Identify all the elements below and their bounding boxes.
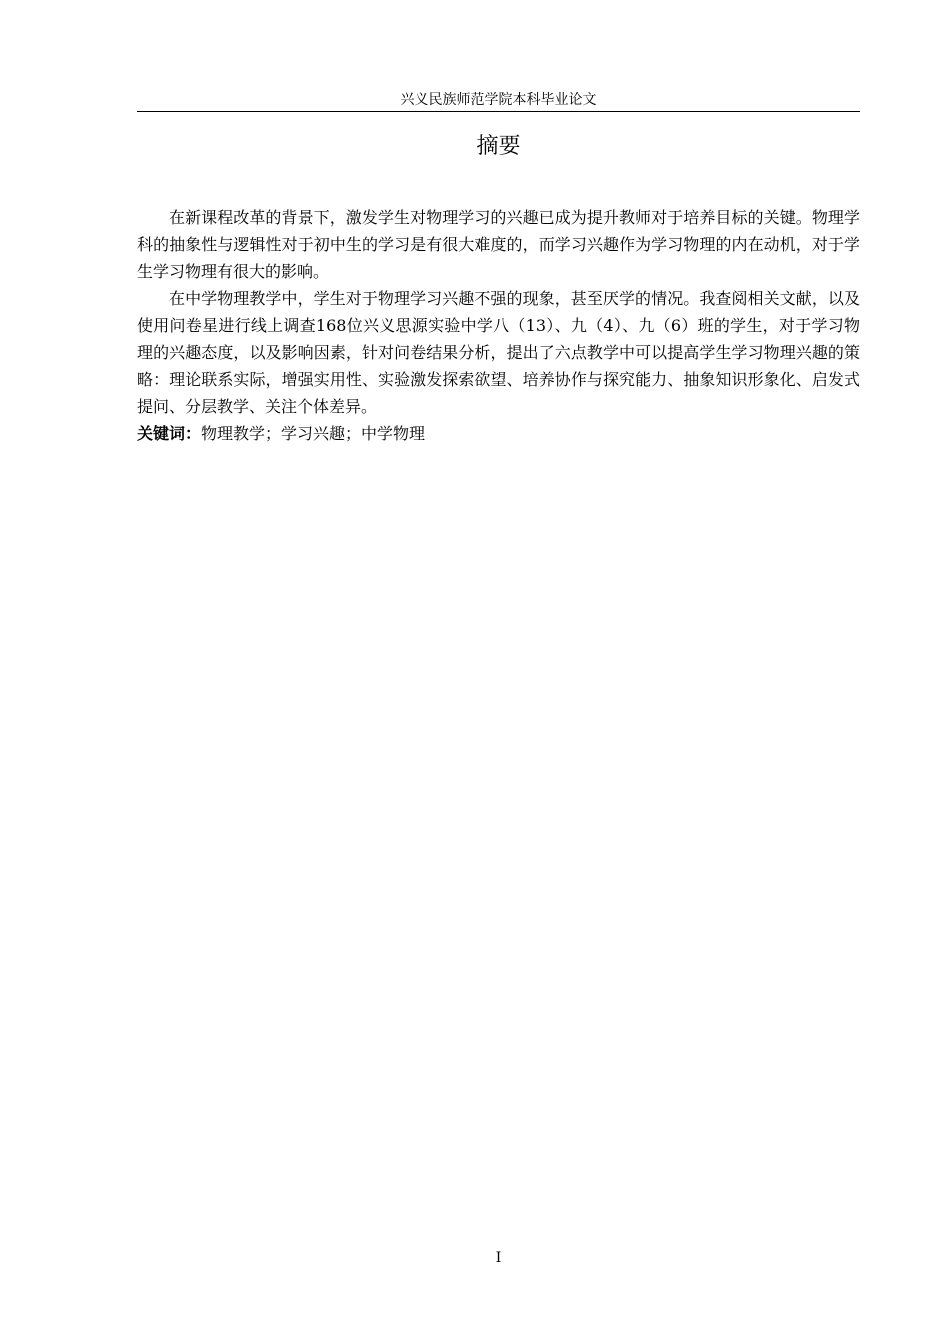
keywords-text: 物理教学；学习兴趣；中学物理 [201, 424, 426, 443]
abstract-paragraph-2: 在中学物理教学中，学生对于物理学习兴趣不强的现象，甚至厌学的情况。我查阅相关文献，以及使用问卷星进行线上调查168位兴义思源实验中学八（13）、九（4）、九（6）班的学生，对于学习物理的兴趣态度，以及影响因素，针对问卷结果分析，提出了六点教学中可以提高学生学习物理兴趣的策略：理论联系实际，增强实用性、实验激发探索欲望、培养协作与探究能力、抽象知识形象化、启发式提问、分层教学、关注个体差异。 [137, 289, 860, 416]
keywords-line [137, 420, 860, 447]
running-header: 兴义民族师范学院本科毕业论文 [137, 90, 860, 112]
page-number: I [495, 1250, 502, 1266]
abstract-body [137, 204, 860, 447]
page-title: 摘要 [476, 134, 521, 159]
abstract-paragraph-1: 在新课程改革的背景下，激发学生对物理学习的兴趣已成为提升教师对于培养目标的关键。物理学科的抽象性与逻辑性对于初中生的学习是有很大难度的，而学习兴趣作为学习物理的内在动机，对于学生学习物理有很大的影响。 [137, 208, 860, 281]
keywords-label: 关键词： [137, 424, 202, 443]
